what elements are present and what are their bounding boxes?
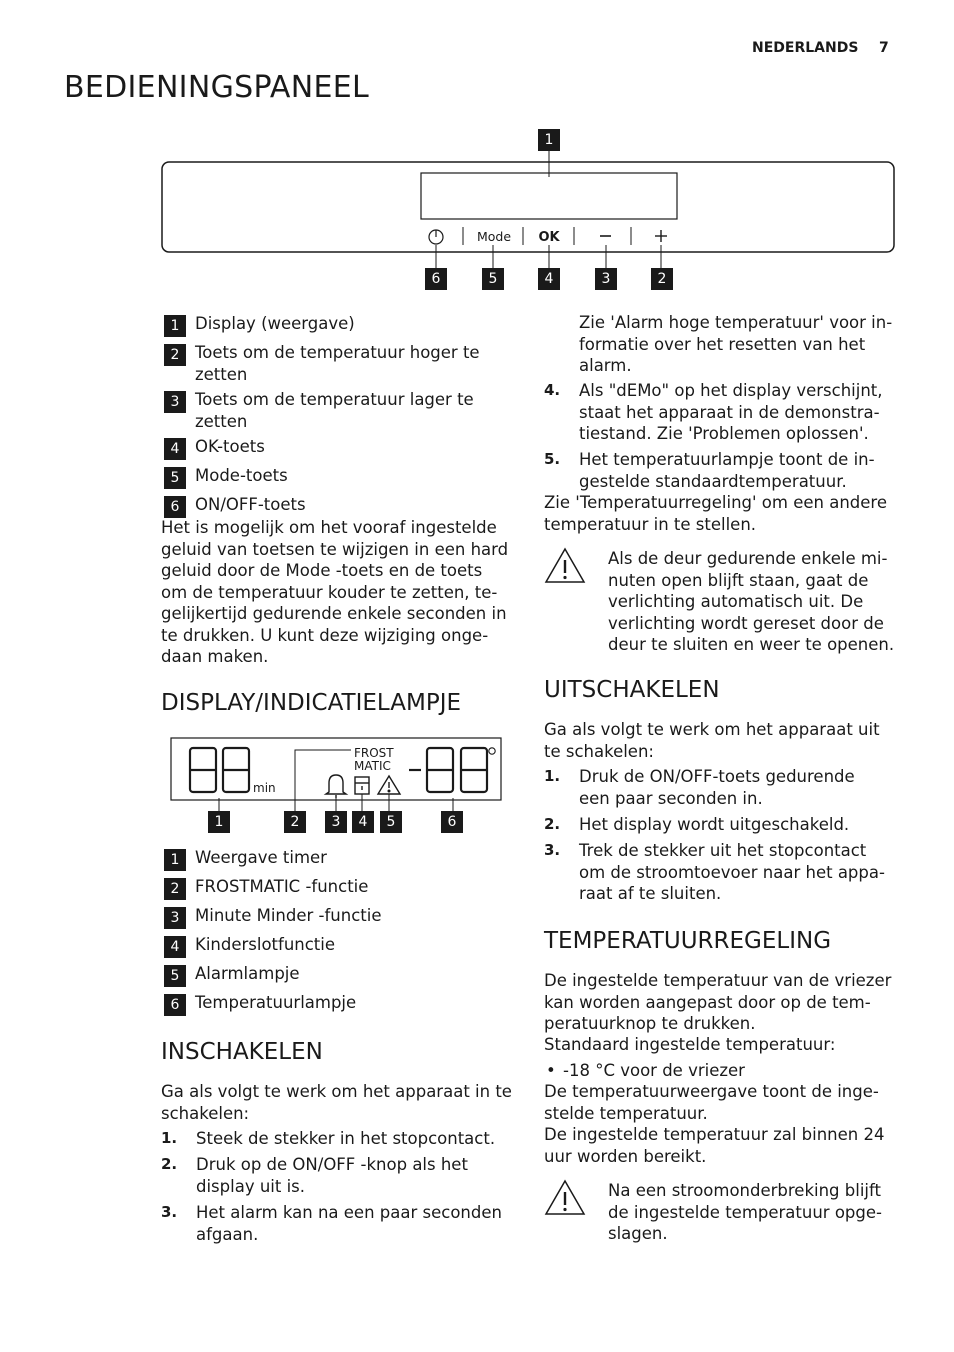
intro-paragraph: Het is mogelijk om het vooraf ingestelde geluid van toetsen te wijzigen in een hard geluid door de Mode -toets en de toets om de temperatuur kouder te zetten, te- gelijkertijd gedurende enkele seconden in te drukken. U kunt deze wijziging onge- daan maken.	[161, 518, 509, 666]
header-language: NEDERLANDS	[752, 40, 859, 56]
frost-label-2: MATIC	[354, 759, 391, 773]
temperatuurregeling-heading: TEMPERATUURREGELING	[544, 928, 832, 954]
temp-bullet: -18 °C voor de vriezer	[563, 1061, 745, 1080]
display-callout-5: 5	[380, 811, 402, 833]
frost-label-1: FROST	[354, 746, 394, 760]
warning-icon	[544, 1179, 586, 1217]
bullet-dot: •	[546, 1061, 556, 1080]
uitschakelen-intro: Ga als volgt te werk om het apparaat uit te schakelen:	[544, 720, 880, 761]
warning-icon	[544, 547, 586, 585]
temp-para-1: De ingestelde temperatuur van de vriezer kan worden aangepast door op de tem- peratuurknop te drukken.	[544, 971, 892, 1033]
callout-1: 1	[538, 129, 560, 151]
temp-para-4: De ingestelde temperatuur zal binnen 24 uur worden bereikt.	[544, 1125, 885, 1166]
temperature-note: Zie 'Temperatuurregeling' om een andere temperatuur in te stellen.	[544, 493, 887, 534]
display-callout-1: 1	[208, 811, 230, 833]
inschakelen-intro: Ga als volgt te werk om het apparaat in te schakelen:	[161, 1082, 512, 1123]
display-callout-4: 4	[352, 811, 374, 833]
door-warning: Als de deur gedurende enkele mi- nuten open blijft staan, gaat de verlichting automatisch uit. De verlichting wordt gereset door de deur te sluiten en weer te openen.	[608, 549, 895, 654]
callout-5: 5	[482, 268, 504, 290]
temp-para-3: De temperatuurweergave toont de inge- stelde temperatuur.	[544, 1082, 879, 1123]
temp-para-2: Standaard ingestelde temperatuur:	[544, 1035, 836, 1054]
display-callout-3: 3	[325, 811, 347, 833]
page-number: 7	[879, 40, 889, 56]
display-callout-2: 2	[284, 811, 306, 833]
callout-4: 4	[538, 268, 560, 290]
alarm-reference: Zie 'Alarm hoge temperatuur' voor in- formatie over het resetten van het alarm.	[579, 313, 893, 375]
callout-3: 3	[595, 268, 617, 290]
ok-button-label: OK	[538, 230, 560, 245]
page-title: BEDIENINGSPANEEL	[64, 70, 370, 105]
control-panel-diagram	[150, 125, 910, 295]
display-window	[421, 173, 677, 219]
callout-6: 6	[425, 268, 447, 290]
display-callout-6: 6	[441, 811, 463, 833]
min-label: min	[253, 781, 276, 795]
inschakelen-heading: INSCHAKELEN	[161, 1039, 323, 1065]
callout-2: 2	[651, 268, 673, 290]
display-heading: DISPLAY/INDICATIELAMPJE	[161, 690, 462, 716]
power-failure-warning: Na een stroomonderbreking blijft de ingestelde temperatuur opge- slagen.	[608, 1181, 882, 1243]
uitschakelen-heading: UITSCHAKELEN	[544, 677, 720, 703]
mode-button-label: Mode	[476, 229, 512, 244]
